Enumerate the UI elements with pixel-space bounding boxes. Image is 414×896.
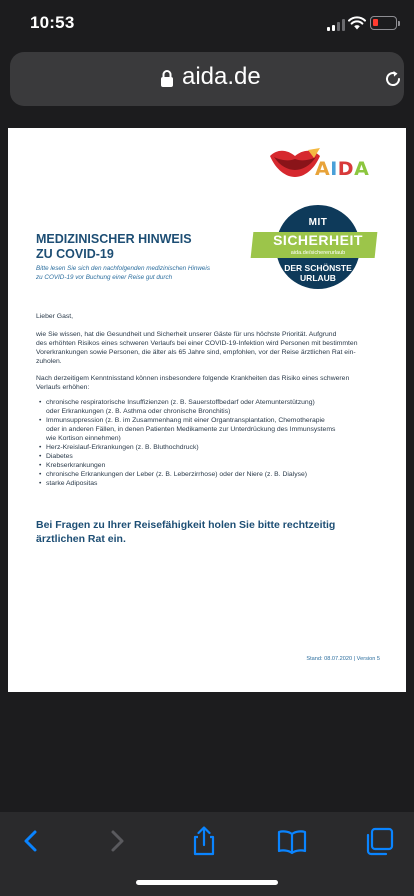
url-text[interactable]: aida.de [182, 63, 261, 90]
subtitle-line: Bitte lesen Sie sich den nachfolgenden medizinischen Hinweis [36, 265, 210, 272]
status-bar [0, 0, 414, 48]
list-item-line: • Krebserkrankungen [46, 462, 106, 469]
paragraph-line: des erhöhten Risikos eines schweren Verlaufs bei einer COVID-19-Infektion wird Personen mit bestimmten [36, 340, 358, 347]
list-item-line: wie Kortison einnehmen) [46, 435, 121, 442]
document-subtitle [36, 264, 266, 282]
address-bar[interactable] [10, 52, 404, 106]
home-indicator[interactable] [136, 880, 278, 885]
call-to-action-line: Bei Fragen zu Ihrer Reisefähigkeit holen Sie bitte rechtzeitig [36, 519, 336, 531]
logo-letter: A [315, 158, 331, 180]
call-to-action-line: ärztlichen Rat ein. [36, 533, 126, 545]
list-item [36, 470, 376, 479]
battery-cap [398, 21, 400, 26]
battery-icon [370, 16, 397, 30]
list-item-line: • Diabetes [46, 453, 73, 460]
paragraph-line: wie Sie wissen, hat die Gesundheit und Sicherheit unserer Gäste für uns höchste Priorität. Aufgrund [36, 331, 337, 338]
list-item [36, 461, 376, 470]
greeting: Lieber Gast, [36, 313, 74, 320]
share-icon[interactable] [187, 826, 221, 856]
document-page [8, 128, 406, 692]
forward-icon[interactable] [100, 826, 134, 856]
lock-icon [160, 69, 174, 88]
web-content[interactable] [0, 112, 414, 812]
back-icon[interactable] [14, 826, 48, 856]
list-item [36, 452, 376, 461]
badge-url-text: aida.de/sichererurlaub [290, 250, 346, 256]
document-title [36, 232, 256, 262]
badge-bottom-line: DER SCHÖNSTE [284, 263, 352, 273]
conditions-list [36, 398, 376, 488]
call-to-action [36, 518, 376, 546]
aida-lips-logo-icon [268, 146, 322, 180]
bookmarks-icon[interactable] [275, 826, 309, 856]
risk-paragraph [36, 374, 376, 392]
list-item-line: • chronische Erkrankungen der Leber (z. B. Leberzirrhose) oder der Niere (z. B. Dialyse) [46, 471, 308, 478]
reload-icon[interactable] [383, 69, 403, 89]
badge-top-text: MIT [308, 217, 328, 228]
title-line: MEDIZINISCHER HINWEIS [36, 232, 192, 246]
safety-badge [254, 201, 372, 297]
list-item [36, 479, 376, 488]
list-item [36, 443, 376, 452]
list-item-line: • Herz-Kreislauf-Erkrankungen (z. B. Bluthochdruck) [46, 444, 199, 451]
title-line: ZU COVID-19 [36, 247, 114, 261]
badge-bottom-line: URLAUB [300, 273, 336, 283]
wifi-icon [348, 16, 366, 30]
aida-wordmark [315, 158, 369, 180]
list-item-line: oder Erkrankungen (z. B. Asthma oder chronische Bronchitis) [46, 408, 231, 415]
list-item-line: • starke Adipositas [46, 480, 98, 487]
logo-letter: D [337, 158, 355, 180]
badge-ribbon-text: SICHERHEIT [273, 232, 363, 248]
intro-paragraph [36, 330, 376, 366]
list-item-line: • Immunsuppression (z. B. im Zusammenhang mit einer Organtransplantation, Chemotherapie [46, 417, 325, 424]
battery-level [373, 19, 378, 26]
status-time: 10:53 [30, 13, 75, 32]
list-item [36, 398, 376, 416]
paragraph-line: Nach derzeitigem Kenntnisstand können insbesondere folgende Krankheiten das Risiko eines schweren [36, 375, 350, 382]
list-item [36, 416, 376, 443]
tabs-icon[interactable] [362, 826, 396, 856]
paragraph-line: Verlaufs erhöhen: [36, 384, 90, 391]
logo-letter: I [330, 158, 338, 180]
subtitle-line: zu COVID-19 vor Buchung einer Reise gut durch [36, 274, 173, 281]
badge-bottom-text [254, 263, 382, 283]
logo-letter: A [354, 158, 370, 180]
paragraph-line: zuholen. [36, 358, 62, 365]
version-stamp: Stand: 08.07.2020 | Version 5 [306, 656, 380, 662]
cellular-signal-icon [327, 19, 345, 31]
paragraph-line: Vorerkrankungen sowie Personen, die älter als 65 Jahre sind, empfohlen, vor der Reise ärztlichen Rat ein- [36, 349, 356, 356]
list-item-line: oder in anderen Fällen, in denen Patienten Medikamente zur Unterdrückung des Immunsystems [46, 426, 336, 433]
list-item-line: • chronische respiratorische Insuffizienzen (z. B. Sauerstoffbedarf oder Atemunterstützung) [46, 399, 315, 406]
